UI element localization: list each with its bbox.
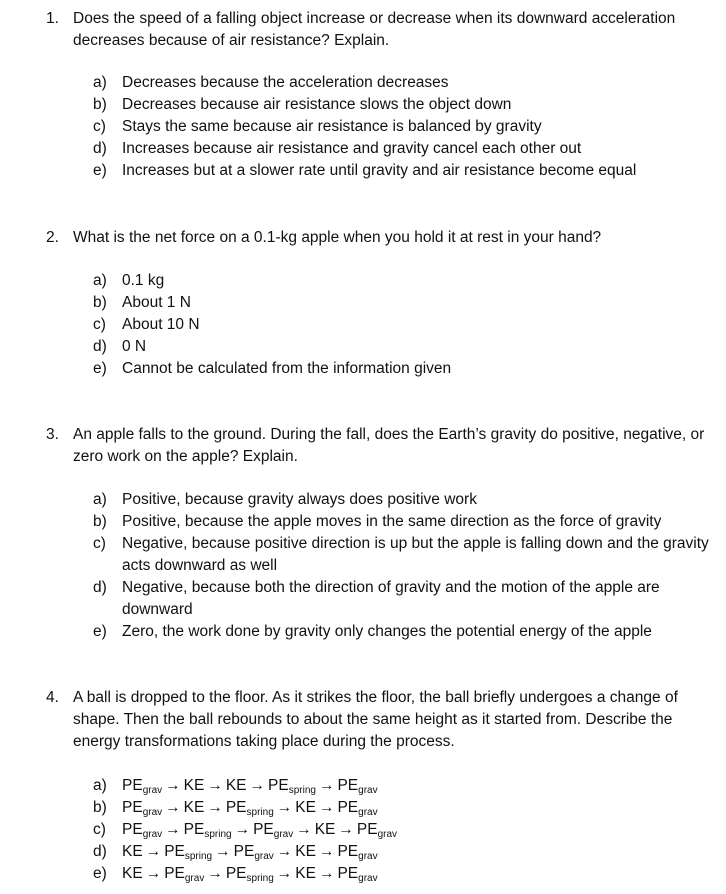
option-label: e)	[93, 623, 107, 640]
energy-subscript: spring	[246, 807, 274, 818]
option-label: a)	[93, 491, 107, 508]
question-text: A ball is dropped to the floor. As it strikes the floor, the ball briefly undergoes a change of shape. Then the ball rebounds to about the same height as it started from. Describe the energy transformations taking place during the process.	[73, 689, 678, 750]
option-label: d)	[93, 843, 107, 860]
option-label: a)	[93, 74, 107, 91]
energy-term: KE	[295, 799, 316, 816]
energy-term: $PE_{spring}$	[268, 777, 316, 796]
energy-term: $PE_{spring}$	[183, 821, 232, 840]
energy-subscript: grav	[142, 785, 163, 796]
energy-term: $PE_{grav}$	[337, 799, 378, 818]
arrow-icon: →	[338, 821, 354, 838]
arrow-icon: →	[145, 865, 162, 882]
energy-subscript: spring	[184, 851, 213, 862]
option-label: c)	[93, 118, 106, 135]
energy-term: $PE_{grav}$	[356, 821, 398, 840]
energy-chain	[122, 863, 712, 885]
arrow-icon: →	[276, 865, 293, 882]
option-label: b)	[93, 96, 107, 113]
energy-term: $PE_{grav}$	[122, 821, 163, 840]
option-text: Decreases because air resistance slows the object down	[122, 96, 512, 113]
option-text: Positive, because the apple moves in the same direction as the force of gravity	[122, 513, 662, 530]
energy-subscript: grav	[142, 807, 163, 818]
energy-chain	[122, 841, 712, 863]
energy-chain	[122, 819, 712, 841]
arrow-icon: →	[165, 799, 181, 816]
option-label: e)	[93, 162, 107, 179]
option-label: d)	[93, 579, 107, 596]
option-text: Cannot be calculated from the information given	[122, 360, 452, 377]
option-text: Negative, because both the direction of gravity and the motion of the apple are downward	[122, 579, 660, 618]
option-label: a)	[93, 272, 107, 289]
energy-subscript: grav	[142, 829, 163, 840]
arrow-icon: →	[276, 799, 293, 816]
option-label: c)	[93, 316, 106, 333]
energy-term: KE	[295, 865, 316, 882]
arrow-icon: →	[215, 843, 231, 860]
arrow-icon: →	[318, 799, 335, 816]
option-label: e)	[93, 360, 107, 377]
energy-subscript: grav	[358, 785, 378, 796]
option-label: d)	[93, 140, 107, 157]
option-label: c)	[93, 821, 106, 838]
option-label: a)	[93, 777, 107, 794]
energy-subscript: grav	[254, 851, 274, 862]
energy-term: $PE_{grav}$	[164, 865, 205, 884]
question-number: 3.	[46, 426, 59, 443]
energy-subscript: spring	[204, 829, 232, 840]
energy-subscript: grav	[358, 807, 378, 818]
option-text: 0.1 kg	[122, 272, 165, 289]
arrow-icon: →	[318, 777, 335, 794]
energy-subscript: grav	[184, 873, 205, 884]
arrow-icon: →	[234, 821, 251, 838]
energy-subscript: spring	[246, 873, 274, 884]
energy-term: $PE_{grav}$	[337, 843, 378, 862]
option-label: d)	[93, 338, 107, 355]
option-text: 0 N	[122, 338, 147, 355]
question-number: 4.	[46, 689, 59, 706]
question-number: 2.	[46, 229, 59, 246]
energy-term: KE	[122, 843, 143, 860]
energy-term: $PE_{grav}$	[253, 821, 294, 840]
energy-subscript: grav	[377, 829, 398, 840]
arrow-icon: →	[165, 821, 181, 838]
arrow-icon: →	[276, 843, 293, 860]
energy-subscript: grav	[358, 851, 378, 862]
energy-term: KE	[122, 865, 143, 882]
energy-term: $PE_{grav}$	[122, 777, 163, 796]
option-label: c)	[93, 535, 106, 552]
option-text: Zero, the work done by gravity only changes the potential energy of the apple	[122, 623, 652, 640]
arrow-icon: →	[145, 843, 162, 860]
arrow-icon: →	[296, 821, 312, 838]
energy-term: $PE_{spring}$	[164, 843, 213, 862]
option-label: e)	[93, 865, 107, 882]
arrow-icon: →	[207, 777, 223, 794]
energy-term: $PE_{grav}$	[233, 843, 274, 862]
option-text: Increases but at a slower rate until gravity and air resistance become equal	[122, 162, 637, 179]
energy-term: $PE_{grav}$	[337, 777, 378, 796]
energy-subscript: grav	[273, 829, 294, 840]
energy-term: $PE_{spring}$	[225, 865, 274, 884]
option-text: About 1 N	[122, 294, 191, 311]
arrow-icon: →	[249, 777, 266, 794]
option-label: b)	[93, 513, 107, 530]
arrow-icon: →	[165, 777, 181, 794]
option-text: About 10 N	[122, 316, 200, 333]
question-text: Does the speed of a falling object increase or decrease when its downward acceleration decreases because of air resistance? Explain.	[73, 10, 676, 49]
energy-chain	[122, 775, 712, 797]
arrow-icon: →	[318, 843, 335, 860]
energy-subscript: grav	[358, 873, 378, 884]
option-text: Positive, because gravity always does positive work	[122, 491, 477, 508]
energy-term: $PE_{grav}$	[122, 799, 163, 818]
energy-term: KE	[183, 777, 205, 794]
option-text: Decreases because the acceleration decreases	[122, 74, 449, 91]
energy-term: $PE_{spring}$	[225, 799, 274, 818]
energy-term: $PE_{grav}$	[337, 865, 378, 884]
energy-subscript: spring	[288, 785, 316, 796]
energy-term: KE	[295, 843, 316, 860]
question-text: An apple falls to the ground. During the fall, does the Earth’s gravity do positive, negative, or zero work on the apple? Explain.	[73, 426, 705, 465]
option-text: Negative, because positive direction is up but the apple is falling down and the gravity acts downward as well	[122, 535, 709, 574]
question-text: What is the net force on a 0.1-kg apple when you hold it at rest in your hand?	[73, 229, 602, 246]
arrow-icon: →	[207, 799, 223, 816]
option-label: b)	[93, 799, 107, 816]
option-text: Increases because air resistance and gravity cancel each other out	[122, 140, 582, 157]
arrow-icon: →	[207, 865, 223, 882]
energy-term: KE	[314, 821, 336, 838]
energy-term: KE	[183, 799, 205, 816]
question-number: 1.	[46, 10, 59, 27]
arrow-icon: →	[318, 865, 335, 882]
energy-term: KE	[225, 777, 247, 794]
option-label: b)	[93, 294, 107, 311]
option-text: Stays the same because air resistance is balanced by gravity	[122, 118, 542, 135]
energy-chain	[122, 797, 712, 819]
